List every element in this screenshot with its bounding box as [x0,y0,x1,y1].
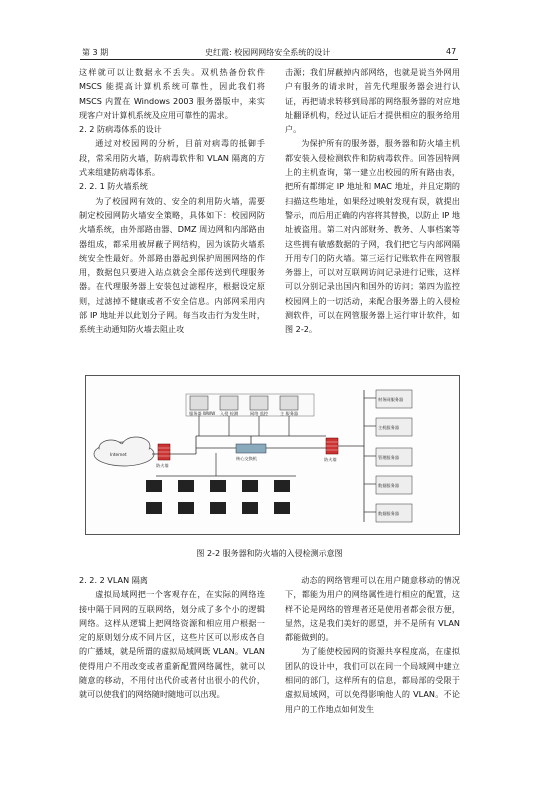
server-4-label: 主 服务器 [280,411,299,416]
paragraph: 虚拟局域网把一个客观存在，在实际的网络连接中隔于同网的互联网络，划分成了多个小的逻辑网络。这样从逻辑上把网络资源和相应用户根据一定的原则划分成不同片区，这些片区可以形成各自的广播域，就是所谓的虚拟局域网既 VLAN。VLAN 使得用户不用改变或者重新配置网络属性，就可以随意的移动，不用付出代价或者付出很小的代价，就可以使我们的网络随时随地可以出现。 [79,589,265,700]
server-3-label: 网络 监控 [250,411,269,416]
internet-label: Internet [110,452,127,457]
server-2-label: 入侵 检测 [220,411,239,416]
column-bottom-left [79,573,265,702]
column-bottom-right [285,573,460,716]
paragraph: 为了校园网有效的、安全的利用防火墙，需要制定校园网防火墙安全策略，具体如下：校园网防火墙系统，由外部路由器、DMZ 周边网和内部路由器组成，都采用被屏蔽子网结构，因为该防火墙系统安全性最好。外部路由器起到保护周围网络的作用，数据包只要进入站点就会全部传送到代理服务器。在代理服务器上安装包过滤程序，根据设定原则，过滤掉不健康或者不安全信息。内部网采用内部 IP 地址并以此划分子网。每当攻击行为发生时，系统主动通知防火墙去阻止攻 [79,195,265,335]
paragraph: 击源；我们屏蔽掉内部网络，也就是说当外网用户有服务的请求时，首先代理服务器会进行认证，再把请求转移到局部的网络服务器的对应地址翻译机构，经过认证后才提供相应的服务给用户。 [285,67,460,135]
network-diagram-figure [85,375,460,535]
column-top-left [79,65,265,337]
section-heading: 2. 2 防病毒体系的设计 [79,124,162,135]
firewall-left [156,444,170,469]
firewall-right-label: 防火墙 [324,457,337,462]
internet-cloud [94,437,154,466]
right-server-2-label: 主机服务器 [378,425,399,430]
section-heading: 2. 2. 2 VLAN 隔离 [79,575,148,585]
figure-caption: 图 2-2 服务器和防火墙的入侵检测示意图 [196,549,343,558]
switch-label: 核心交换机 [236,456,257,461]
paragraph: 为保护所有的服务器，服务器和防火墙主机都安装入侵检测软件和防病毒软件。回答因特网上的主机查询，第一建立出校园的所有路由表，把所有都绑定 IP 地址和 MAC 地址，并且定期的扫描这些地址，如果经过映射发现有误，就提出警示，而后用正确的内容将其替换，以防止 IP 地址被盗用。第二对内部财务、教务、人事档案等这些拥有敏感数据的子网，我们把它与内部网隔开用专门的防火墙。第三运行记账软件在网管服务器上，可以对互联网访问记录进行记账，这样可以分别记录出国内和国外的访问；第四为监控校园网上的一切活动，来配合服务器上的入侵检测软件，可以在网管服务器上运行审计软件，如图 2-2。 [285,138,460,335]
column-top-right [285,65,460,337]
header-rule [80,59,458,60]
server-rack-top [186,394,314,417]
server-stack-right [338,390,412,522]
network-diagram [86,376,459,534]
section-heading: 2. 2. 1 防火墙系统 [79,181,148,192]
right-server-4-label: 数据服务器 [378,483,399,488]
right-server-1-label: 财务网服务器 [378,397,404,402]
right-server-5-label: 数据服务器 [378,511,399,516]
server-1-label: 服务器 WWW [189,411,216,416]
core-switch [236,444,266,462]
firewall-right [324,438,338,463]
paragraph: 为了能使校园网的资源共享程度高，在虚拟团队的设计中，我们可以在同一个局域网中建立相同的部门，这样所有的信息，都局部的受限于虚拟局域网，可以免得影响他人的 VLAN。不论用户的工作地点如何发生 [285,646,460,714]
page-header [0,0,535,56]
right-server-3-label: 管理服务器 [378,455,399,460]
running-title: 史红霞: 校园网网络安全系统的设计 [205,48,331,57]
paragraph: 动态的网络管理可以在用户随意移动的情况下，都能为用户的网络属性进行相应的配置，这样不论是网络的管理者还是使用者都会很方便，显然，这是我们美好的愿望，并不是所有 VLAN 都能做到的。 [285,575,460,643]
firewall-left-label: 防火墙 [156,463,169,468]
paragraph: 这样就可以让数据永不丢失。双机热备份软件 MSCS 能提高计算机系统可靠性，因此我们将 MSCS 内置在 Windows 2003 服务器版中，来实现客户对计算机系统及应用可靠性的需求。 [79,67,265,120]
issue-number: 第 3 期 [82,48,109,57]
page-number: 47 [446,47,457,56]
paragraph: 通过对校园网的分析，目前对病毒的抵御手段，常采用防火墙，防病毒软件和 VLAN 隔离的方式来组建防病毒体系。 [79,138,265,178]
